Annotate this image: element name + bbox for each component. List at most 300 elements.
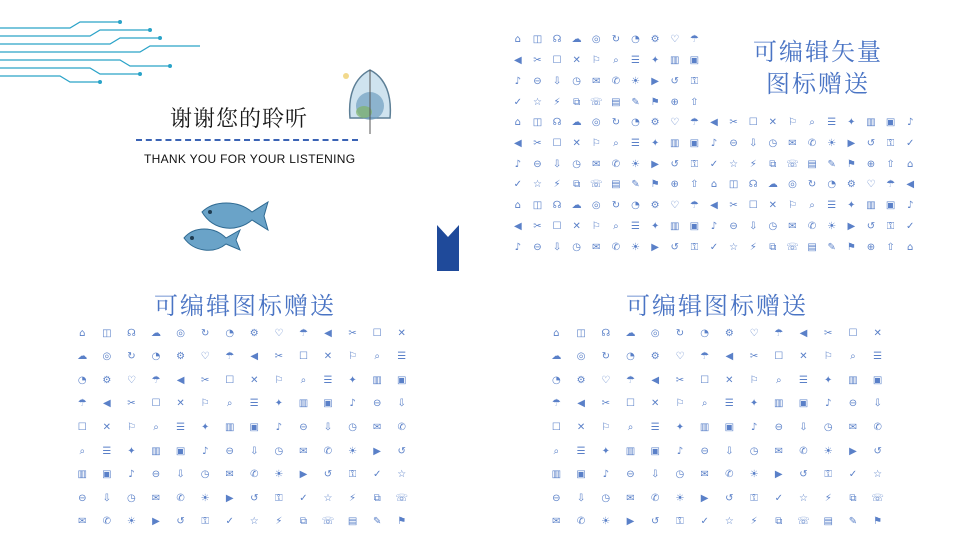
- outline-icon: ⚐: [591, 137, 601, 149]
- outline-icon: ◀: [725, 351, 734, 363]
- outline-icon: ⊖: [729, 137, 738, 149]
- outline-icon: ✆: [176, 492, 185, 504]
- outline-icon: ♪: [275, 421, 283, 433]
- outline-icon: ✆: [799, 445, 808, 457]
- outline-icon: ↺: [873, 445, 882, 457]
- outline-icon: ✉: [78, 516, 87, 528]
- outline-icon: ☆: [532, 179, 542, 191]
- panel-title-line2: 图标赠送: [766, 70, 870, 98]
- outline-icon: ⚡: [749, 158, 757, 170]
- outline-icon: ◷: [200, 469, 210, 481]
- outline-icon: ⚑: [650, 179, 660, 191]
- outline-icon: ▣: [689, 55, 700, 67]
- outline-icon: ☐: [372, 327, 382, 339]
- outline-icon: ☂: [151, 374, 161, 386]
- outline-icon: ☀: [749, 469, 759, 481]
- outline-icon: ☀: [823, 445, 833, 457]
- outline-icon: ↻: [611, 34, 621, 46]
- outline-icon: ✕: [397, 327, 406, 339]
- outline-icon: ▥: [77, 469, 87, 481]
- outline-icon: ⚡: [553, 179, 561, 191]
- outline-icon: ✕: [651, 398, 660, 410]
- outline-icon: ◎: [591, 117, 601, 129]
- outline-icon: ▶: [373, 445, 381, 457]
- outline-icon: ⊖: [78, 492, 87, 504]
- outline-icon: ♪: [750, 421, 758, 433]
- outline-icon: ✆: [651, 492, 660, 504]
- outline-icon: ☐: [748, 200, 758, 212]
- outline-icon: ◀: [103, 398, 111, 410]
- outline-icon: ⚡: [349, 492, 357, 504]
- outline-icon: ↺: [651, 516, 660, 528]
- outline-icon: ◔: [631, 200, 640, 212]
- outline-icon: ◫: [532, 117, 543, 129]
- outline-icon: ↺: [866, 137, 876, 149]
- outline-icon: ⚐: [126, 421, 136, 433]
- outline-icon: ⚿: [886, 137, 895, 149]
- outline-icon: ☐: [626, 398, 635, 410]
- outline-icon: ☰: [176, 421, 186, 433]
- outline-icon: ✓: [513, 179, 522, 191]
- outline-icon: ♡: [670, 117, 680, 129]
- outline-icon: ⌕: [627, 421, 634, 433]
- outline-icon: ✂: [749, 351, 759, 363]
- outline-icon: ↺: [799, 469, 808, 481]
- outline-icon: ☆: [873, 469, 883, 481]
- outline-icon: ✂: [824, 327, 833, 339]
- outline-icon: ⊕: [670, 96, 679, 108]
- outline-icon: ↻: [601, 351, 610, 363]
- outline-icon: ✕: [102, 421, 112, 433]
- outline-icon: ▣: [175, 445, 186, 457]
- outline-icon: ↻: [807, 179, 817, 191]
- outline-icon: ☀: [631, 241, 640, 253]
- outline-icon: ✓: [905, 137, 915, 149]
- outline-icon: ✓: [700, 516, 709, 528]
- outline-icon: ▣: [689, 137, 700, 149]
- outline-icon: ♡: [866, 179, 876, 191]
- outline-icon: ☰: [631, 220, 640, 232]
- outline-icon: ☏: [590, 179, 603, 191]
- outline-icon: ⇩: [651, 469, 660, 481]
- outline-icon: ⚐: [591, 220, 601, 232]
- outline-icon: ▤: [611, 96, 621, 108]
- outline-icon: ☂: [626, 374, 635, 386]
- outline-icon: ✕: [572, 55, 581, 67]
- outline-icon: ✦: [200, 421, 210, 433]
- outline-icon: ◔: [626, 351, 635, 363]
- outline-icon: ⇧: [690, 179, 699, 191]
- outline-icon: ▤: [823, 516, 833, 528]
- outline-icon: ⇧: [690, 96, 699, 108]
- outline-icon: ☐: [552, 220, 562, 232]
- outline-icon: ⊖: [151, 469, 161, 481]
- outline-icon: ⌂: [514, 34, 521, 46]
- outline-icon: ⊖: [700, 445, 709, 457]
- outline-icon: ⇩: [552, 158, 562, 170]
- outline-icon: ▶: [299, 469, 308, 481]
- outline-icon: ⌂: [79, 327, 86, 339]
- outline-icon: ✆: [807, 220, 817, 232]
- outline-icon: ☆: [729, 241, 739, 253]
- outline-icon: ✂: [533, 137, 542, 149]
- outline-icon: ⌕: [374, 351, 380, 363]
- outline-icon: ▣: [576, 469, 586, 481]
- outline-icon: ⌕: [613, 220, 619, 232]
- outline-icon: ◷: [348, 421, 357, 433]
- outline-icon: ▥: [670, 137, 680, 149]
- outline-icon: ☰: [631, 137, 640, 149]
- outline-icon: ☰: [249, 398, 259, 410]
- outline-icon: ✓: [709, 158, 719, 170]
- outline-icon: ⚐: [200, 398, 210, 410]
- outline-icon: ▥: [670, 220, 680, 232]
- icon-grid-bottom-left: [70, 322, 414, 534]
- outline-icon: ✉: [848, 421, 858, 433]
- outline-icon: ☂: [886, 179, 896, 191]
- outline-icon: ▥: [372, 374, 382, 386]
- outline-icon: ▶: [849, 445, 857, 457]
- outline-icon: ▣: [689, 220, 700, 232]
- outline-icon: ✉: [225, 469, 234, 481]
- outline-icon: ⊖: [533, 241, 542, 253]
- outline-icon: ✓: [905, 220, 915, 232]
- outline-icon: ⌕: [226, 398, 233, 410]
- outline-icon: ✂: [127, 398, 136, 410]
- outline-icon: ◫: [728, 179, 739, 191]
- outline-icon: ◷: [274, 445, 284, 457]
- outline-icon: ⚿: [275, 492, 283, 504]
- outline-icon: ▤: [807, 241, 817, 253]
- outline-icon: ⊖: [372, 398, 382, 410]
- outline-icon: ✂: [533, 220, 542, 232]
- outline-icon: ☆: [799, 492, 808, 504]
- outline-icon: ⌕: [153, 421, 159, 433]
- outline-icon: ⌂: [907, 241, 914, 253]
- outline-icon: ◀: [250, 351, 259, 363]
- outline-icon: ♪: [710, 220, 718, 232]
- outline-icon: ◷: [127, 492, 136, 504]
- outline-icon: ✉: [592, 241, 601, 253]
- outline-icon: ☏: [395, 492, 408, 504]
- outline-icon: ◀: [513, 220, 522, 232]
- outline-icon: ☊: [126, 327, 136, 339]
- outline-icon: ◷: [675, 469, 685, 481]
- outline-icon: ✕: [250, 374, 259, 386]
- outline-icon: ✦: [749, 398, 759, 410]
- outline-icon: ☊: [748, 179, 758, 191]
- outline-icon: ⚿: [676, 516, 684, 528]
- outline-icon: ↺: [670, 241, 679, 253]
- outline-icon: ▤: [807, 158, 817, 170]
- outline-icon: ↺: [670, 158, 679, 170]
- outline-icon: ⚑: [846, 158, 856, 170]
- outline-icon: ⌕: [553, 445, 560, 457]
- outline-icon: ⊖: [552, 492, 561, 504]
- outline-icon: ⚡: [749, 241, 757, 253]
- outline-icon: ✦: [650, 137, 660, 149]
- outline-icon: ⚐: [749, 374, 759, 386]
- outline-icon: ⊕: [866, 158, 876, 170]
- outline-icon: ✂: [348, 327, 357, 339]
- thank-you-title-cn: 谢谢您的聆听: [170, 107, 309, 132]
- outline-icon: ⊖: [774, 421, 783, 433]
- outline-icon: ✂: [729, 200, 738, 212]
- outline-icon: ✦: [847, 200, 856, 212]
- outline-icon: ⧉: [849, 492, 857, 504]
- outline-icon: ⇩: [176, 469, 185, 481]
- outline-icon: ◀: [577, 398, 585, 410]
- outline-icon: ◎: [650, 327, 660, 339]
- outline-icon: ♪: [128, 469, 135, 481]
- outline-icon: ⚙: [576, 374, 586, 386]
- outline-icon: ✕: [572, 137, 581, 149]
- outline-icon: ▣: [885, 200, 896, 212]
- outline-icon: ⚙: [650, 200, 660, 212]
- outline-icon: ✕: [576, 421, 586, 433]
- outline-icon: ☰: [576, 445, 586, 457]
- outline-icon: ⇩: [725, 445, 734, 457]
- outline-icon: ↺: [323, 469, 333, 481]
- outline-icon: ⇩: [552, 241, 562, 253]
- outline-icon: ⧉: [573, 179, 581, 191]
- outline-icon: ☁: [551, 351, 562, 363]
- outline-icon: ⇧: [886, 241, 895, 253]
- outline-icon: ☁: [77, 351, 88, 363]
- outline-icon: ⌕: [300, 374, 307, 386]
- outline-icon: ☐: [552, 137, 562, 149]
- outline-icon: ⚿: [750, 492, 758, 504]
- outline-icon: ◀: [710, 117, 718, 129]
- outline-icon: ✦: [650, 220, 660, 232]
- outline-icon: ▥: [625, 445, 636, 457]
- outline-icon: ⌂: [710, 179, 718, 191]
- outline-icon: ◫: [576, 327, 586, 339]
- outline-icon: ⊖: [626, 469, 635, 481]
- outline-icon: ☰: [799, 374, 808, 386]
- outline-icon: ✆: [576, 516, 586, 528]
- outline-icon: ☐: [77, 421, 87, 433]
- outline-icon: ☂: [225, 351, 235, 363]
- outline-icon: ☂: [689, 34, 699, 46]
- outline-icon: ✆: [102, 516, 112, 528]
- outline-icon: ☐: [551, 421, 561, 433]
- outline-icon: ⇩: [873, 398, 882, 410]
- outline-icon: ▶: [700, 492, 709, 504]
- outline-icon: ⌕: [809, 117, 815, 129]
- outline-icon: ▶: [651, 75, 659, 87]
- outline-icon: ♪: [349, 398, 356, 410]
- outline-icon: ✉: [774, 445, 783, 457]
- outline-icon: ⚿: [886, 220, 895, 232]
- outline-icon: ☏: [786, 158, 799, 170]
- outline-icon: ↻: [127, 351, 136, 363]
- outline-icon: ◎: [176, 327, 185, 339]
- outline-icon: ☏: [590, 96, 603, 108]
- outline-icon: ☆: [249, 516, 259, 528]
- outline-icon: ⚐: [787, 200, 797, 212]
- outline-icon: ✉: [552, 516, 561, 528]
- outline-icon: ▶: [651, 241, 659, 253]
- outline-icon: ◎: [591, 200, 601, 212]
- outline-icon: ⚐: [274, 374, 284, 386]
- outline-icon: ✓: [513, 96, 522, 108]
- outline-icon: ▣: [724, 421, 735, 433]
- outline-icon: ☊: [552, 200, 562, 212]
- outline-icon: ◷: [572, 241, 582, 253]
- outline-icon: ⇩: [576, 492, 586, 504]
- outline-icon: ⚡: [553, 96, 561, 108]
- outline-icon: ☁: [571, 117, 582, 129]
- outline-icon: ✕: [768, 200, 778, 212]
- outline-icon: ♪: [676, 445, 684, 457]
- outline-icon: ◔: [700, 327, 709, 339]
- outline-icon: ☁: [625, 327, 636, 339]
- outline-icon: ⇩: [102, 492, 112, 504]
- outline-icon: ☀: [200, 492, 210, 504]
- panel-title-line1: 可编辑矢量: [753, 38, 883, 66]
- outline-icon: ♡: [274, 327, 284, 339]
- outline-icon: ✆: [873, 421, 882, 433]
- outline-icon: ☂: [689, 200, 699, 212]
- outline-icon: ☰: [650, 421, 660, 433]
- outline-icon: ♪: [906, 117, 914, 129]
- outline-icon: ◀: [799, 327, 808, 339]
- outline-icon: ✆: [611, 158, 621, 170]
- outline-icon: ⊖: [299, 421, 308, 433]
- outline-icon: ✎: [372, 516, 382, 528]
- outline-icon: ☀: [827, 137, 837, 149]
- outline-icon: ✦: [127, 445, 136, 457]
- outline-icon: ⚙: [846, 179, 856, 191]
- outline-icon: ⇩: [323, 421, 333, 433]
- outline-icon: ◔: [77, 374, 87, 386]
- outline-icon: ⇩: [552, 75, 562, 87]
- outline-icon: ▣: [885, 117, 896, 129]
- outline-icon: ✕: [725, 374, 734, 386]
- outline-icon: ⚑: [397, 516, 407, 528]
- outline-icon: ⇩: [749, 137, 758, 149]
- outline-icon: ✕: [873, 327, 882, 339]
- outline-icon: ⊕: [670, 179, 679, 191]
- outline-icon: ⧉: [373, 492, 381, 504]
- outline-icon: ✓: [848, 469, 858, 481]
- outline-icon: ☐: [151, 398, 161, 410]
- outline-icon: ☁: [571, 200, 582, 212]
- chevron-decoration: [437, 225, 459, 271]
- outline-icon: ✦: [675, 421, 685, 433]
- outline-icon: ☐: [298, 351, 308, 363]
- outline-icon: ☆: [724, 516, 734, 528]
- outline-icon: ☰: [323, 374, 333, 386]
- outline-icon: ✎: [827, 158, 836, 170]
- outline-icon: ⊖: [533, 158, 542, 170]
- outline-icon: ✆: [725, 469, 734, 481]
- outline-icon: ▥: [774, 398, 784, 410]
- outline-icon: ✕: [323, 351, 333, 363]
- outline-icon: ◎: [576, 351, 586, 363]
- outline-icon: ♡: [200, 351, 210, 363]
- outline-icon: ⌂: [553, 327, 560, 339]
- outline-icon: ▣: [798, 398, 809, 410]
- outline-icon: ⧉: [573, 96, 581, 108]
- outline-icon: ✂: [274, 351, 284, 363]
- outline-icon: ☂: [689, 117, 699, 129]
- outline-icon: ⚐: [591, 55, 601, 67]
- outline-icon: ☏: [871, 492, 884, 504]
- outline-icon: ♪: [825, 398, 832, 410]
- outline-icon: ✉: [626, 492, 635, 504]
- outline-icon: ☰: [631, 55, 640, 67]
- outline-icon: ♪: [514, 241, 521, 253]
- outline-icon: ☰: [102, 445, 112, 457]
- outline-icon: ♪: [201, 445, 209, 457]
- outline-icon: ⚑: [846, 241, 856, 253]
- outline-icon: ✓: [225, 516, 234, 528]
- outline-icon: ⇩: [749, 220, 758, 232]
- outline-icon: ⌕: [701, 398, 708, 410]
- outline-icon: ⊖: [533, 75, 542, 87]
- outline-icon: ◀: [324, 327, 332, 339]
- outline-icon: ◷: [601, 492, 611, 504]
- outline-icon: ✕: [768, 117, 778, 129]
- outline-icon: ♪: [906, 200, 914, 212]
- outline-icon: ⚙: [650, 117, 660, 129]
- outline-icon: ↻: [611, 200, 621, 212]
- outline-icon: ◎: [788, 179, 797, 191]
- outline-icon: ☆: [397, 469, 407, 481]
- outline-icon: ✉: [151, 492, 161, 504]
- outline-icon: ⊖: [848, 398, 858, 410]
- outline-icon: ✎: [631, 96, 640, 108]
- outline-icon: ☊: [552, 34, 562, 46]
- outline-icon: ☂: [77, 398, 87, 410]
- outline-icon: ☂: [551, 398, 561, 410]
- outline-icon: ▥: [848, 374, 858, 386]
- outline-icon: ♡: [675, 351, 685, 363]
- outline-icon: ✕: [799, 351, 808, 363]
- outline-icon: ✆: [397, 421, 406, 433]
- outline-icon: ✂: [601, 398, 610, 410]
- outline-icon: ◔: [225, 327, 235, 339]
- outline-icon: ◀: [513, 137, 522, 149]
- outline-icon: ☐: [552, 55, 562, 67]
- outline-icon: ▣: [249, 421, 259, 433]
- fish-illustration: [180, 196, 272, 254]
- outline-icon: ⚙: [650, 351, 660, 363]
- outline-icon: ◫: [102, 327, 112, 339]
- outline-icon: ⊖: [225, 445, 234, 457]
- outline-icon: ⊕: [866, 241, 876, 253]
- circuit-lines-decoration: [0, 20, 200, 100]
- outline-icon: ✉: [372, 421, 382, 433]
- outline-icon: ☀: [126, 516, 136, 528]
- outline-icon: ↺: [725, 492, 734, 504]
- outline-icon: ↺: [250, 492, 259, 504]
- outline-icon: ◔: [551, 374, 561, 386]
- outline-icon: ▶: [225, 492, 234, 504]
- outline-icon: ✆: [323, 445, 333, 457]
- outline-icon: ☆: [729, 158, 739, 170]
- outline-icon: ✂: [675, 374, 685, 386]
- outline-icon: ⌕: [613, 55, 619, 67]
- outline-icon: ☊: [552, 117, 562, 129]
- outline-icon: ▣: [396, 374, 407, 386]
- outline-icon: ◷: [572, 75, 582, 87]
- outline-icon: ☂: [700, 351, 710, 363]
- outline-icon: ☰: [397, 351, 407, 363]
- outline-icon: ♪: [710, 137, 718, 149]
